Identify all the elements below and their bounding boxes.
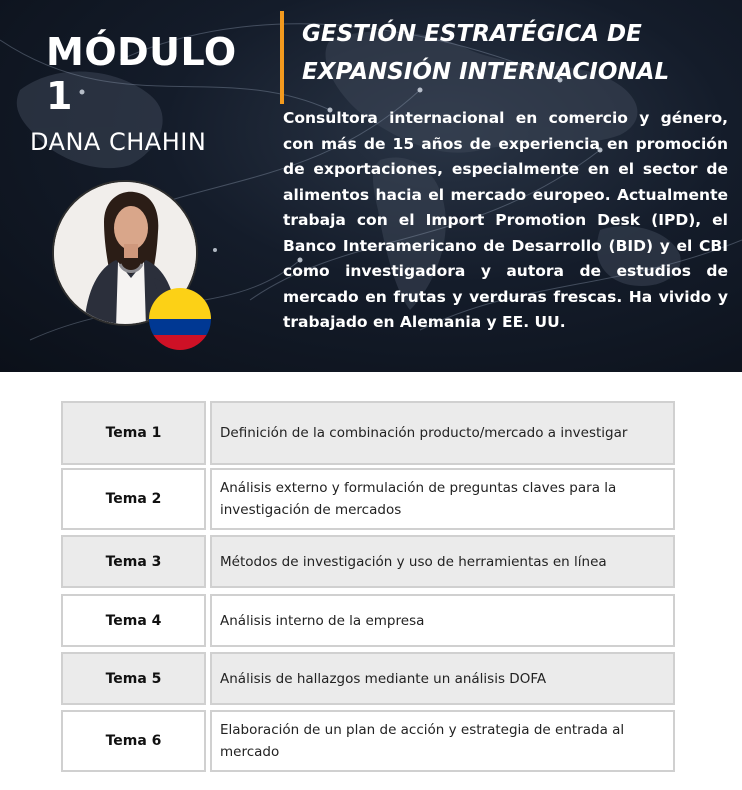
topic-description: Definición de la combinación producto/mercado a investigar	[210, 401, 675, 465]
topic-label: Tema 4	[61, 594, 206, 647]
topic-description: Análisis externo y formulación de preguntas claves para la investigación de mercados	[210, 468, 675, 530]
topic-label: Tema 6	[61, 710, 206, 772]
topic-row-1	[61, 401, 675, 465]
topic-row-6	[61, 710, 675, 772]
topic-label: Tema 3	[61, 535, 206, 588]
topic-description: Análisis de hallazgos mediante un análisis DOFA	[210, 652, 675, 705]
topic-row-2	[61, 468, 675, 530]
topic-row-4	[61, 594, 675, 647]
module-subtitle	[302, 15, 722, 91]
hero-banner	[0, 0, 742, 372]
topic-label: Tema 2	[61, 468, 206, 530]
module-title: MÓDULO 1	[46, 30, 237, 118]
topic-row-5	[61, 652, 675, 705]
topic-row-3	[61, 535, 675, 588]
accent-divider	[280, 11, 284, 104]
topic-description: Elaboración de un plan de acción y estrategia de entrada al mercado	[210, 710, 675, 772]
topic-description: Métodos de investigación y uso de herramientas en línea	[210, 535, 675, 588]
topic-label: Tema 1	[61, 401, 206, 465]
topic-label: Tema 5	[61, 652, 206, 705]
module-subtitle-line-2: EXPANSIÓN INTERNACIONAL	[302, 59, 670, 85]
colombia-flag-icon	[149, 288, 211, 350]
module-subtitle-line-1: GESTIÓN ESTRATÉGICA DE	[302, 21, 642, 47]
topic-description: Análisis interno de la empresa	[210, 594, 675, 647]
speaker-bio: Consultora internacional en comercio y género, con más de 15 años de experiencia en promoción de exportaciones, especialmente en el sector de alimentos hacia el mercado europeo. Actualmente trabaja con el Import Promotion Desk (IPD), el Banco Interamericano de Desarrollo (BID) y el CBI como investigadora y autora de estudios de mercado en frutas y verduras frescas. Ha vivido y trabajado en Alemania y EE. UU.	[283, 109, 728, 331]
speaker-name: DANA CHAHIN	[30, 128, 207, 156]
colombia-flag-graphic	[149, 288, 211, 350]
